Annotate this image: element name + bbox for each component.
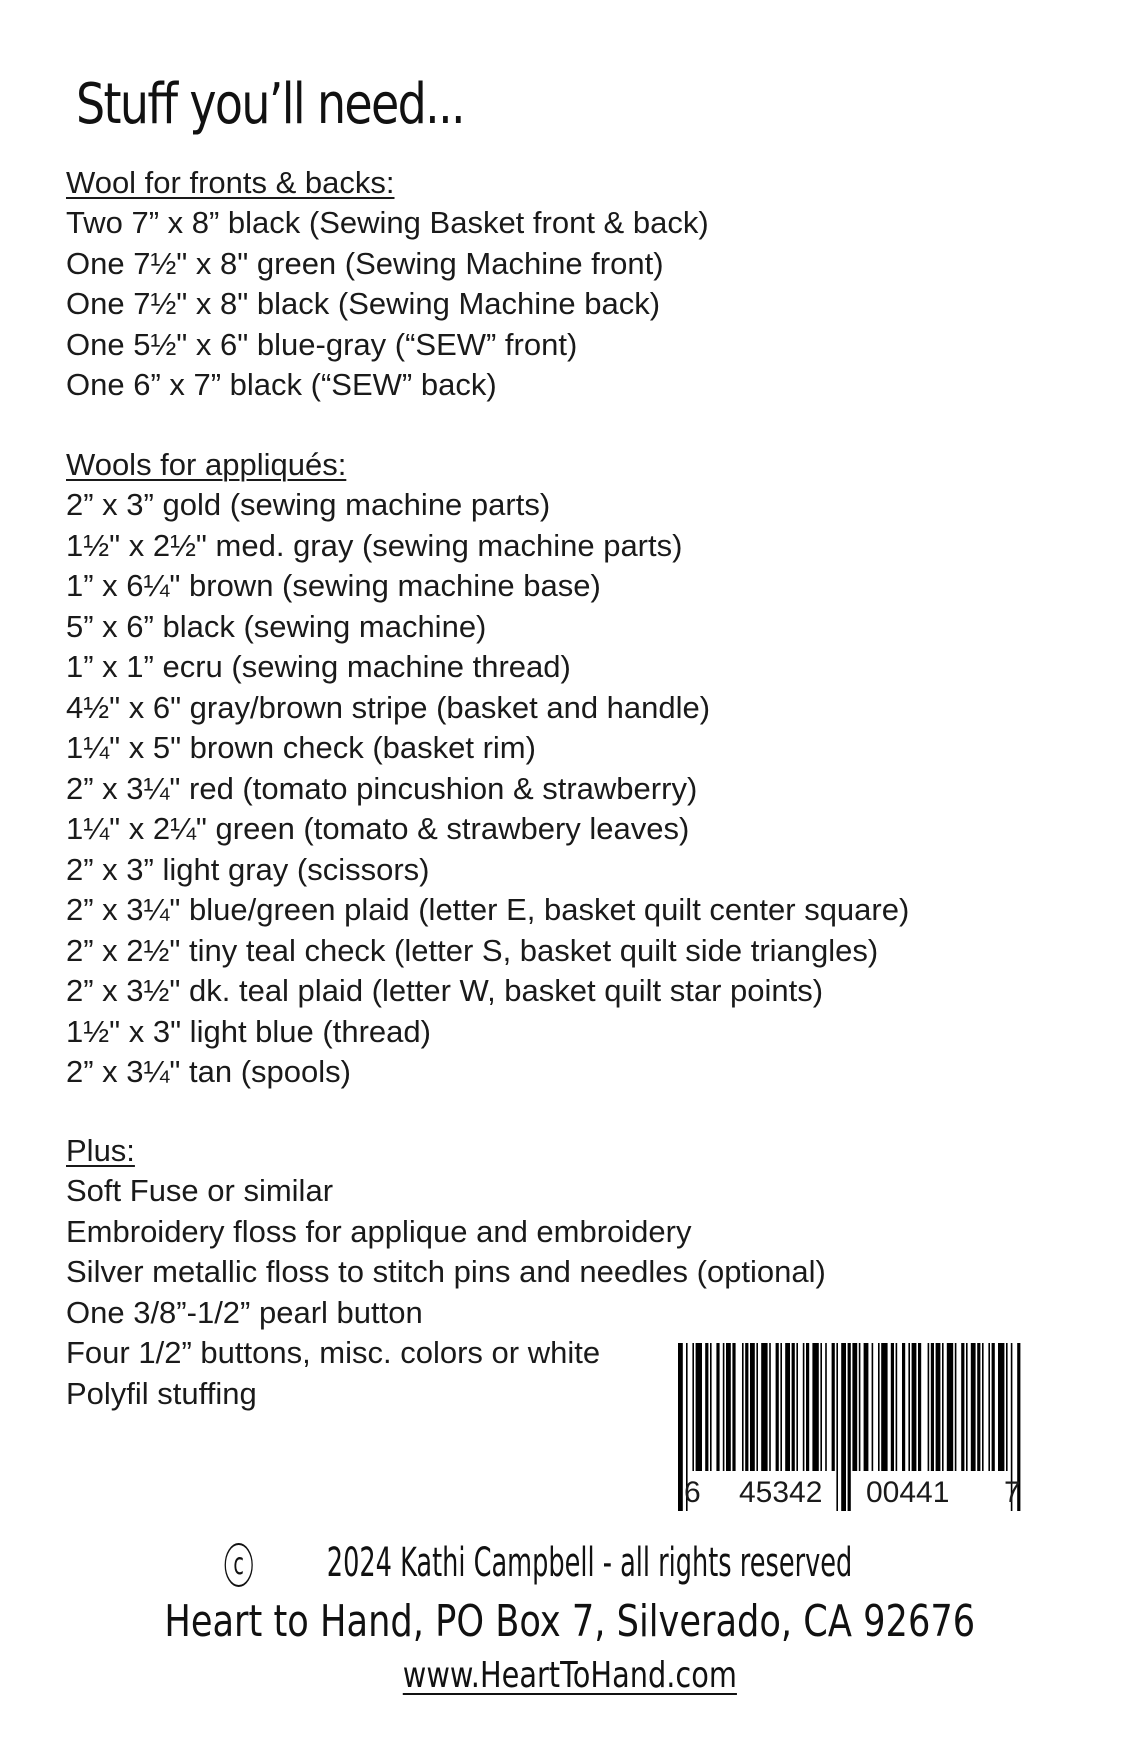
list-item: 4½" x 6" gray/brown stripe (basket and handle)	[66, 689, 711, 725]
copyright-icon: c	[225, 1543, 253, 1587]
barcode-bar	[792, 1343, 795, 1471]
barcode-bar	[806, 1343, 809, 1471]
barcode-bar	[696, 1343, 702, 1471]
barcode-bar	[776, 1343, 779, 1471]
list-item: One 7½" x 8" black (Sewing Machine back)	[66, 286, 661, 321]
page-title: Stuff you’ll need...	[76, 72, 465, 137]
list-item: Silver metallic floss to stitch pins and needles (optional)	[66, 1254, 826, 1289]
list-item: Four 1/2” buttons, misc. colors or white	[66, 1335, 601, 1370]
barcode-bar	[769, 1343, 771, 1471]
list-item: 1¼" x 2¼" green (tomato & strawbery leaves)	[66, 811, 690, 846]
list-item: 5” x 6” black (sewing machine)	[66, 608, 487, 644]
section-heading: Wool for fronts & backs:	[66, 165, 395, 200]
list-item: 2” x 2½" tiny teal check (letter S, basket quilt side triangles)	[66, 932, 879, 968]
barcode-bar	[820, 1343, 822, 1471]
list-item: 1½" x 2½" med. gray (sewing machine parts)	[66, 527, 683, 563]
barcode-bar	[1006, 1343, 1008, 1471]
barcode-bar	[841, 1343, 846, 1511]
barcode-bar	[761, 1343, 767, 1471]
list-item: One 7½" x 8" green (Sewing Machine front)	[66, 245, 664, 281]
section-heading: Wools for appliqués:	[66, 447, 347, 482]
list-item: 1¼" x 5" brown check (basket rim)	[66, 730, 536, 765]
list-item: One 3/8”-1/2” pearl button	[66, 1294, 423, 1330]
barcode-digits-left: 45342	[739, 1476, 823, 1509]
barcode-bar	[977, 1343, 980, 1471]
barcode-bar	[678, 1343, 683, 1511]
barcode-bar	[955, 1343, 957, 1471]
barcode-bar	[908, 1343, 910, 1471]
barcode-bar	[982, 1343, 984, 1471]
barcode-bar	[780, 1343, 782, 1471]
section-heading: Plus:	[66, 1133, 135, 1168]
barcode-bar	[710, 1343, 712, 1471]
list-item: One 6” x 7” black (“SEW” back)	[66, 367, 497, 402]
barcode-bar	[896, 1343, 898, 1471]
barcode-bar	[878, 1343, 880, 1471]
barcode-bar	[692, 1343, 694, 1471]
website-line	[0, 1655, 1140, 1696]
copyright-text: 2024 Kathi Campbell - all rights reserved	[327, 1540, 853, 1586]
barcode-bar	[745, 1343, 748, 1471]
barcode-bar	[988, 1343, 990, 1471]
list-item: Soft Fuse or similar	[66, 1173, 334, 1208]
barcode-digit-check: 7	[1004, 1476, 1021, 1509]
barcode-bar	[936, 1343, 941, 1471]
list-item: 2” x 3¼" blue/green plaid (letter E, basket quilt center square)	[66, 892, 910, 927]
barcode-bar	[918, 1343, 921, 1471]
barcode-bar	[723, 1343, 725, 1471]
barcode-bar	[705, 1343, 708, 1471]
barcode-bar	[732, 1343, 735, 1471]
barcode-digit-system: 6	[684, 1476, 701, 1509]
barcode-bar	[966, 1343, 968, 1471]
list-item: Two 7” x 8” black (Sewing Basket front & back)	[66, 205, 709, 240]
list-item: 1½" x 3" light blue (thread)	[66, 1013, 431, 1049]
barcode-bar	[742, 1343, 744, 1471]
list-item: 2” x 3” gold (sewing machine parts)	[66, 487, 551, 522]
section-wool-fronts-backs	[66, 163, 1066, 406]
list-item: 2” x 3” light gray (scissors)	[66, 851, 430, 887]
address-text: Heart to Hand, PO Box 7, Silverado, CA 92676	[164, 1596, 976, 1647]
address-line	[0, 1596, 1140, 1647]
barcode-bar	[852, 1343, 857, 1471]
barcode-bar	[971, 1343, 976, 1471]
list-item: 1” x 6¼" brown (sewing machine base)	[66, 568, 601, 603]
barcode-bar	[864, 1343, 869, 1471]
barcode-bar	[928, 1343, 930, 1471]
list-item: One 5½" x 6" blue-gray (“SEW” front)	[66, 326, 578, 362]
barcode-bar	[902, 1343, 905, 1471]
copyright-line	[0, 1540, 1140, 1587]
list-item: Embroidery floss for applique and embroidery	[66, 1213, 692, 1249]
barcode-bar	[836, 1343, 838, 1511]
barcode-bar	[756, 1343, 758, 1471]
barcode-bar	[803, 1343, 805, 1471]
barcode-bar	[942, 1343, 944, 1471]
barcode-bar	[796, 1343, 798, 1471]
barcode-bar	[998, 1343, 1004, 1471]
barcode-bar	[947, 1343, 953, 1471]
list-item: 2” x 3¼" tan (spools)	[66, 1054, 351, 1089]
list-item: 1” x 1” ecru (sewing machine thread)	[66, 649, 571, 684]
barcode-bar	[961, 1343, 964, 1471]
barcode-bar	[931, 1343, 934, 1471]
barcode-bar	[716, 1343, 719, 1471]
website-link[interactable]: www.HeartToHand.com	[402, 1655, 738, 1696]
barcode-bar	[812, 1343, 818, 1471]
barcode-bar	[859, 1343, 861, 1471]
barcode-bar	[891, 1343, 894, 1471]
barcode	[674, 1343, 1024, 1511]
list-item: 2” x 3½" dk. teal plaid (letter W, basket quilt star points)	[66, 973, 824, 1008]
barcode-bar	[726, 1343, 731, 1471]
barcode-digits-right: 00441	[866, 1476, 950, 1509]
barcode-bar	[872, 1343, 874, 1471]
section-wools-appliques	[66, 445, 1066, 1093]
barcode-bar	[832, 1343, 835, 1471]
list-item: Polyfil stuffing	[66, 1375, 257, 1411]
barcode-bar	[848, 1343, 851, 1511]
barcode-bar	[785, 1343, 790, 1471]
barcode-bar	[825, 1343, 827, 1471]
barcode-bar	[912, 1343, 917, 1471]
list-item: 2” x 3¼" red (tomato pincushion & strawberry)	[66, 770, 698, 806]
barcode-bar	[992, 1343, 995, 1471]
barcode-bar	[750, 1343, 755, 1471]
barcode-bar	[881, 1343, 887, 1471]
